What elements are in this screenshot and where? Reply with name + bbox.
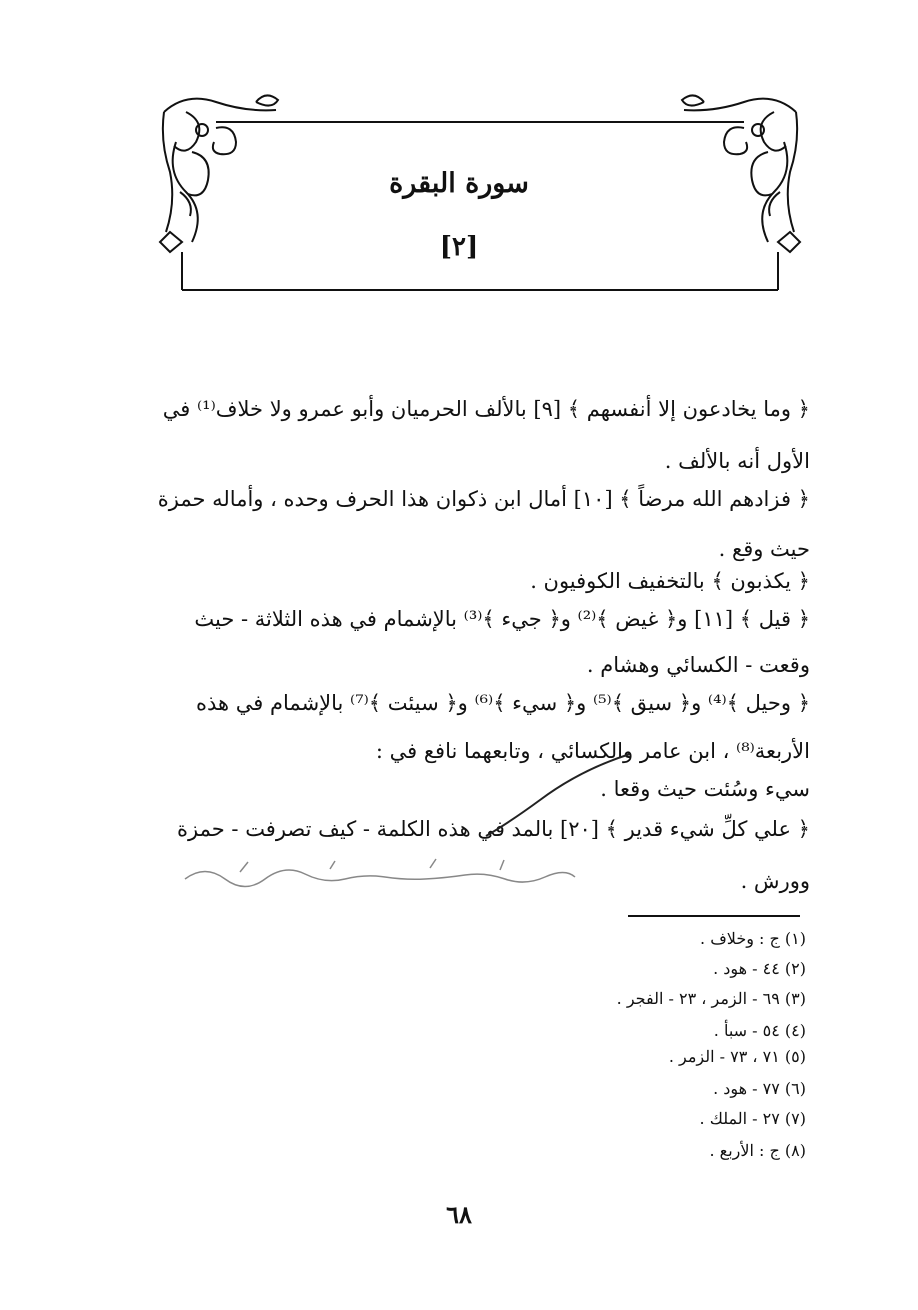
surah-number: [٢] (439, 232, 479, 262)
pen-stroke-icon (480, 750, 640, 840)
footnote: (٥) ٧١ ، ٧٣ - الزمر . (668, 1047, 806, 1066)
body-line: ﴿ وما يخادعون إلا أنفسهم ﴾ [٩] بالألف الحرميان وأبو عمرو ولا خلاف⁽¹⁾ في (162, 397, 810, 421)
handwritten-note (180, 854, 600, 894)
body-line: الأربعة⁽⁸⁾ ، ابن عامر والكسائي ، وتابعهما نافع في : (375, 739, 810, 763)
footnote: (٤) ٥٤ - سبأ . (713, 1021, 806, 1040)
footnote: (٦) ٧٧ - هود . (713, 1079, 806, 1098)
body-line: حيث وقع . (718, 537, 810, 561)
surah-title: سورة البقرة (389, 168, 529, 199)
footnote-separator (628, 915, 800, 917)
body-line: ﴿ فزادهم الله مرضاً ﴾ [١٠] أمال ابن ذكوان هذا الحرف وحده ، وأماله حمزة (157, 487, 810, 511)
body-line: ﴿ وحيل ﴾⁽⁴⁾ و﴿ سيق ﴾⁽⁵⁾ و﴿ سيء ﴾⁽⁶⁾ و﴿ سيئت ﴾⁽⁷⁾ بالإشمام في هذه (196, 691, 810, 715)
body-line: سيء وسُئت حيث وقعا . (600, 777, 810, 801)
footnote: (٢) ٤٤ - هود . (713, 959, 806, 978)
footnote: (١) ج : وخلاف . (700, 929, 806, 948)
body-line: ﴿ قيل ﴾ [١١] و﴿ غيض ﴾⁽²⁾ و﴿ جيء ﴾⁽³⁾ بالإشمام في هذه الثلاثة - حيث (194, 607, 810, 631)
handwriting-scribble-icon (180, 854, 600, 894)
footnote: (٨) ج : الأربع . (709, 1141, 806, 1160)
footnote: (٧) ٢٧ - الملك . (699, 1109, 806, 1128)
body-line: وقعت - الكسائي وهشام . (586, 653, 810, 677)
body-line: ﴿ علي كلِّ شيء قدير ﴾ [٢٠] بالمد في هذه الكلمة - كيف تصرفت - حمزة (177, 817, 810, 841)
body-line: ﴿ يكذبون ﴾ بالتخفيف الكوفيون . (530, 569, 810, 593)
body-line: الأول أنه بالألف . (664, 449, 810, 473)
footnote: (٣) ٦٩ - الزمر ، ٢٣ - الفجر . (616, 989, 806, 1008)
body-line: وورش . (740, 869, 810, 893)
page-number: ٦٨ (446, 1200, 472, 1229)
